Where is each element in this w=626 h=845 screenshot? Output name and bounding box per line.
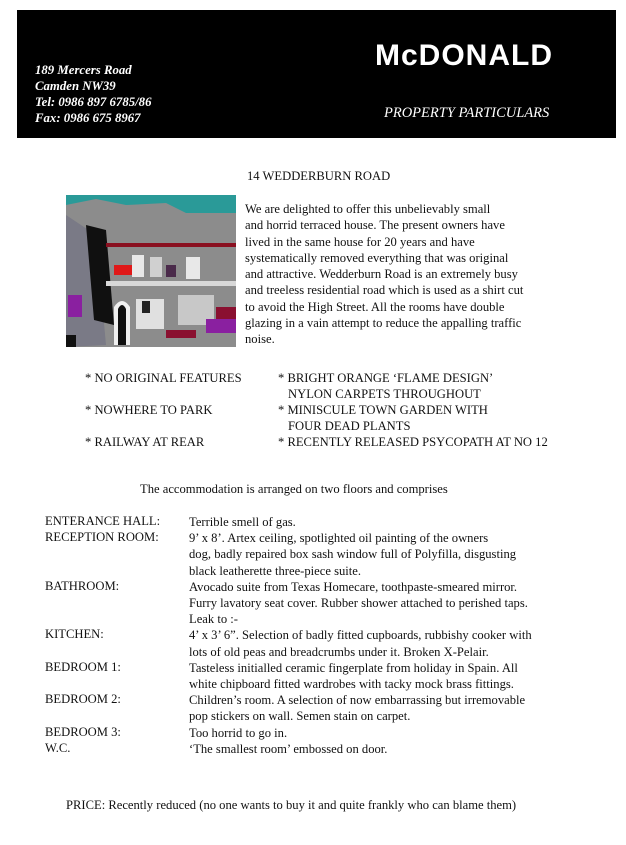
- fax-line: Fax: 0986 675 8967: [35, 111, 141, 125]
- feature-item: * BRIGHT ORANGE ‘FLAME DESIGN’: [278, 371, 494, 385]
- room-description-line: 4’ x 3’ 6”. Selection of badly fitted cupboards, rubbishy cooker with: [189, 628, 532, 643]
- room-description-line: Leak to :-: [189, 612, 238, 627]
- address-line: Camden NW39: [35, 79, 116, 93]
- room-description-line: Tasteless initialled ceramic fingerplate from holiday in Spain. All: [189, 660, 518, 675]
- property-description: [245, 201, 565, 348]
- room-description-line: Terrible smell of gas.: [189, 515, 296, 529]
- room-label: W.C.: [45, 740, 71, 755]
- feature-item: * RAILWAY AT REAR: [85, 435, 205, 449]
- feature-item: * NO ORIGINAL FEATURES: [85, 371, 242, 385]
- price-line: PRICE: Recently reduced (no one wants to buy it and quite frankly who can blame them): [66, 798, 517, 812]
- room-description-line: Too horrid to go in.: [189, 725, 288, 740]
- feature-item-cont: FOUR DEAD PLANTS: [288, 419, 411, 433]
- document-subtitle: PROPERTY PARTICULARS: [384, 105, 550, 121]
- room-description: [189, 692, 525, 724]
- room-label: BATHROOM:: [45, 578, 120, 593]
- room-label: BEDROOM 3:: [45, 724, 121, 739]
- phone-line: Tel: 0986 897 6785/86: [35, 95, 152, 109]
- room-label: ENTERANCE HALL:: [45, 514, 161, 528]
- feature-item-cont: NYLON CARPETS THROUGHOUT: [288, 387, 481, 401]
- letterhead-banner: [17, 10, 616, 138]
- room-description: [189, 627, 532, 659]
- room-label: BEDROOM 1:: [45, 659, 121, 674]
- room-description: [189, 725, 287, 741]
- description-line: glazing in a vain attempt to reduce the appalling traffic: [245, 316, 522, 331]
- room-description: [189, 660, 518, 692]
- description-line: noise.: [245, 332, 275, 347]
- property-photo: [66, 195, 236, 347]
- room-description-line: dog, badly repaired box sash window full of Polyfilla, disgusting: [189, 547, 517, 562]
- address-line: 189 Mercers Road: [35, 63, 132, 77]
- room-description: [189, 741, 387, 757]
- description-line: to avoid the High Street. All the rooms have double: [245, 299, 505, 314]
- description-line: and treeless residential road which is used as a shirt cut: [245, 283, 524, 298]
- room-description-line: Furry lavatory seat cover. Rubber shower attached to perished taps.: [189, 596, 528, 610]
- room-label: KITCHEN:: [45, 627, 104, 642]
- description-line: We are delighted to offer this unbelievably small: [245, 202, 491, 216]
- room-description-line: black leatherette three-piece suite.: [189, 563, 362, 578]
- room-description-line: pop stickers on wall. Semen stain on carpet.: [189, 709, 411, 724]
- room-label: BEDROOM 2:: [45, 692, 121, 707]
- room-description: [189, 530, 516, 579]
- room-description-line: Children’s room. A selection of now embarrassing but irremovable: [189, 693, 526, 708]
- feature-item: * NOWHERE TO PARK: [85, 403, 213, 417]
- room-description-line: Avocado suite from Texas Homecare, toothpaste-smeared mirror.: [189, 579, 518, 594]
- room-label: RECEPTION ROOM:: [45, 530, 159, 545]
- agency-logo: McDONALD: [375, 39, 553, 72]
- description-line: and horrid terraced house. The present owners have: [245, 218, 505, 233]
- room-description: [189, 514, 296, 530]
- description-line: and attractive. Wedderburn Road is an extremely busy: [245, 267, 518, 282]
- accommodation-intro: The accommodation is arranged on two floors and comprises: [140, 482, 448, 496]
- feature-item: * MINISCULE TOWN GARDEN WITH: [278, 403, 488, 417]
- room-description-line: ‘The smallest room’ embossed on door.: [189, 741, 388, 756]
- description-line: systematically removed everything that was original: [245, 250, 509, 265]
- room-description-line: lots of old peas and breadcrumbs under it. Broken X-Pelair.: [189, 644, 489, 659]
- feature-item: * RECENTLY RELEASED PSYCOPATH AT NO 12: [278, 435, 548, 449]
- room-description-line: white chipboard fitted wardrobes with tacky mock brass fittings.: [189, 677, 514, 691]
- description-line: lived in the same house for 20 years and have: [245, 234, 475, 249]
- room-description-line: 9’ x 8’. Artex ceiling, spotlighted oil painting of the owners: [189, 531, 489, 546]
- room-description: [189, 579, 528, 628]
- property-title: 14 WEDDERBURN ROAD: [247, 169, 391, 183]
